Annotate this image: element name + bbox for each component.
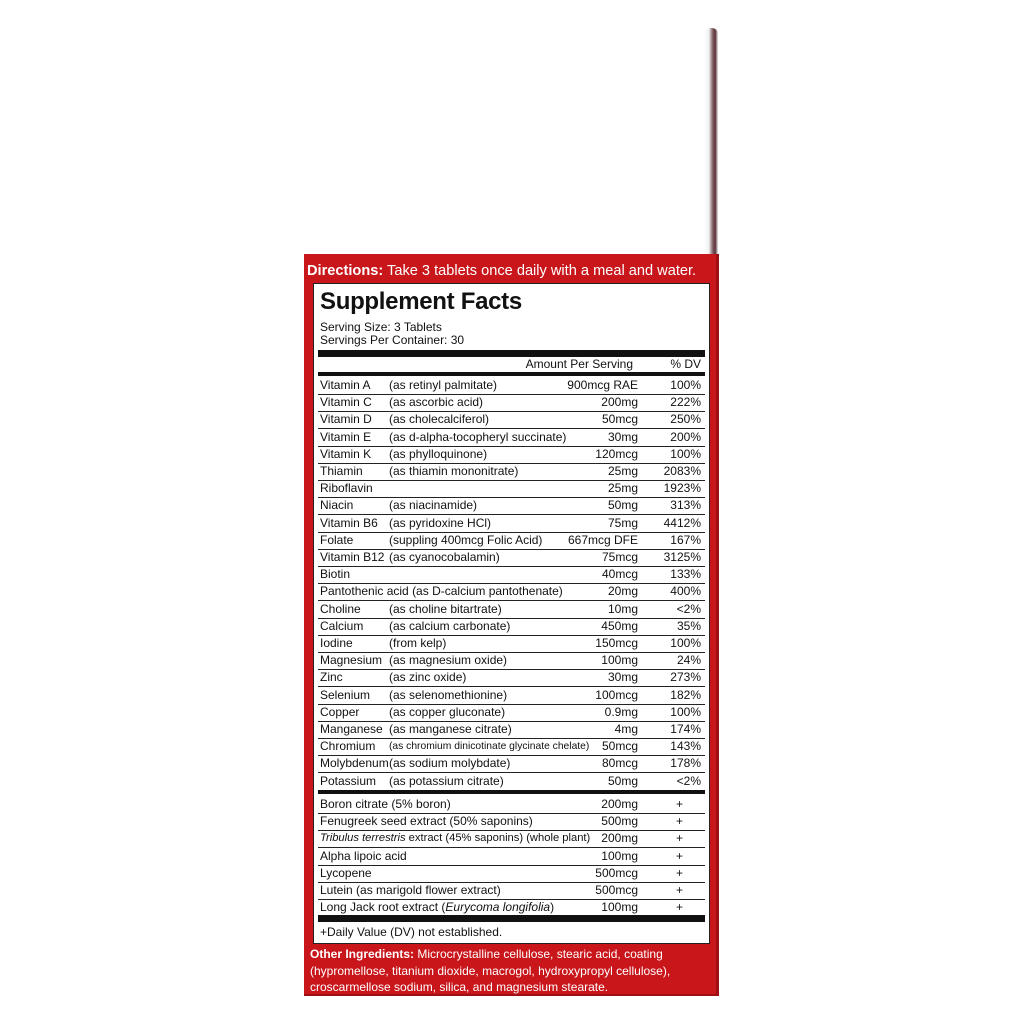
ingredient-amount: 500mg xyxy=(601,814,638,829)
ingredient-name xyxy=(320,830,590,847)
nutrient-name: Vitamin A xyxy=(320,378,371,392)
nutrient-source: (as phylloquinone) xyxy=(389,446,488,461)
nutrient-amount: 10mg xyxy=(607,601,638,616)
other-ingredients-label: Other Ingredients: xyxy=(310,947,415,961)
nutrient-dv: 100% xyxy=(670,446,701,461)
nutrient-source: (as manganese citrate) xyxy=(389,722,512,736)
nutrient-amount: 30mg xyxy=(607,429,638,444)
supplement-facts-panel xyxy=(313,283,710,944)
nutrient-row xyxy=(318,738,705,756)
other-ingredients-text: Microcrystalline cellulose, stearic acid, coating (hypromellose, titanium dioxide, macrogol, hydroxypropyl cellulose), croscarmellose sodium, silica, and magnesium stearate. xyxy=(310,947,671,994)
section-divider xyxy=(318,790,705,794)
nutrient-source: (as sodium molybdate) xyxy=(389,756,511,771)
nutrient-dv: 24% xyxy=(676,653,701,668)
nutrient-dv: 4412% xyxy=(663,515,701,530)
nutrient-name: Selenium xyxy=(320,687,371,702)
nutrient-dv: 200% xyxy=(670,429,701,444)
ingredient-name-pre: Alpha lipoic acid xyxy=(320,848,407,863)
nutrient-name: Calcium xyxy=(320,618,364,633)
ingredient-name-pre: Lycopene xyxy=(320,865,372,880)
nutrient-row xyxy=(318,394,705,412)
ingredient-name xyxy=(320,865,372,882)
nutrient-row xyxy=(318,377,705,395)
other-ingredient-row xyxy=(318,882,705,900)
nutrient-amount: 40mcg xyxy=(601,567,638,582)
nutrient-row xyxy=(318,755,705,773)
nutrient-row xyxy=(318,652,705,670)
nutrient-row xyxy=(318,463,705,481)
nutrient-amount: 4mg xyxy=(614,722,638,736)
nutrient-amount: 100mcg xyxy=(595,687,638,702)
nutrient-source: (as selenomethionine) xyxy=(389,687,508,702)
ingredient-dv: + xyxy=(675,865,683,880)
nutrient-name: Manganese xyxy=(320,722,383,736)
ingredient-name-post: ) xyxy=(550,900,555,915)
nutrient-source: (as potassium citrate) xyxy=(389,773,504,788)
ingredient-dv: + xyxy=(675,797,683,811)
ingredient-dv: + xyxy=(675,831,683,846)
nutrient-dv: 178% xyxy=(670,756,701,771)
nutrient-dv: 174% xyxy=(670,722,701,736)
nutrient-name: Copper xyxy=(320,704,360,719)
nutrient-name: Biotin xyxy=(320,567,351,582)
nutrient-row xyxy=(318,515,705,533)
nutrient-name: Vitamin D xyxy=(320,412,372,427)
nutrient-amount: 30mg xyxy=(607,670,638,685)
nutrient-dv: 167% xyxy=(670,532,701,547)
ingredient-name xyxy=(320,796,451,813)
nutrient-dv: 1923% xyxy=(663,481,701,496)
ingredient-name-pre: Fenugreek seed extract (50% saponins) xyxy=(320,814,533,829)
nutrient-row xyxy=(318,446,705,464)
nutrient-amount: 450mg xyxy=(601,618,638,633)
nutrient-dv: 143% xyxy=(670,739,701,754)
directions-body: Take 3 tablets once daily with a meal and water. xyxy=(383,263,697,279)
nutrient-source: (from kelp) xyxy=(389,636,447,650)
nutrient-dv: 182% xyxy=(670,687,701,702)
ingredient-dv: + xyxy=(675,848,683,863)
nutrient-source: (as cyanocobalamin) xyxy=(389,550,500,564)
ingredient-name xyxy=(320,848,407,865)
nutrient-source: (suppling 400mcg Folic Acid) xyxy=(389,532,543,547)
nutrient-row xyxy=(318,429,705,447)
nutrient-name: Folate xyxy=(320,532,354,547)
box-top-flap xyxy=(704,28,718,256)
ingredient-dv: + xyxy=(675,883,683,897)
nutrient-source: (as thiamin mononitrate) xyxy=(389,464,519,478)
nutrient-amount: 50mg xyxy=(607,498,638,513)
supplement-facts-title: Supplement Facts xyxy=(320,288,522,315)
nutrient-name: Zinc xyxy=(320,670,343,685)
nutrient-amount: 50mcg xyxy=(601,412,638,427)
nutrient-row xyxy=(318,583,705,601)
nutrient-row xyxy=(318,480,705,498)
nutrient-amount: 667mcg DFE xyxy=(567,532,638,547)
nutrient-dv: 273% xyxy=(670,670,701,685)
nutrient-source: (as pyridoxine HCl) xyxy=(389,515,492,530)
nutrient-source: (as retinyl palmitate) xyxy=(389,378,498,392)
nutrient-dv: 222% xyxy=(670,395,701,410)
nutrient-amount: 150mcg xyxy=(595,636,638,650)
ingredient-name-latin: Tribulus terrestris xyxy=(320,832,406,845)
nutrient-source: (as zinc oxide) xyxy=(389,670,467,685)
nutrient-source: (as chromium dinicotinate glycinate chelate) xyxy=(389,741,590,753)
nutrient-name: Choline xyxy=(320,601,361,616)
nutrient-name: Molybdenum xyxy=(320,756,389,771)
nutrient-dv: 100% xyxy=(670,378,701,392)
ingredient-amount: 500mcg xyxy=(595,865,638,880)
ingredient-dv: + xyxy=(675,814,683,829)
nutrient-name: Vitamin E xyxy=(320,429,372,444)
nutrient-row xyxy=(318,704,705,722)
nutrient-dv: 313% xyxy=(670,498,701,513)
ingredient-amount: 100mg xyxy=(601,900,638,915)
nutrient-amount: 200mg xyxy=(601,395,638,410)
nutrient-name: Vitamin C xyxy=(320,395,372,410)
nutrient-amount: 50mcg xyxy=(601,739,638,754)
other-ingredient-row xyxy=(318,830,705,848)
other-ingredient-row xyxy=(318,848,705,866)
directions-label: Directions: xyxy=(307,263,384,279)
directions-text xyxy=(307,262,717,280)
nutrient-dv: 100% xyxy=(670,636,701,650)
daily-value-header: % DV xyxy=(670,357,701,371)
other-ingredient-row xyxy=(318,796,705,814)
nutrient-row xyxy=(318,635,705,653)
nutrient-name: Thiamin xyxy=(320,464,363,478)
other-ingredient-row xyxy=(318,865,705,883)
ingredient-name-pre: Lutein (as marigold flower extract) xyxy=(320,883,501,897)
nutrient-source: (as copper gluconate) xyxy=(389,704,506,719)
nutrient-name: Potassium xyxy=(320,773,377,788)
nutrient-name: Vitamin K xyxy=(320,446,372,461)
ingredient-name-post: extract (45% saponins) (whole plant) xyxy=(405,832,591,845)
nutrient-dv: <2% xyxy=(676,773,701,788)
nutrient-row xyxy=(318,532,705,550)
nutrient-source: (as magnesium oxide) xyxy=(389,653,508,668)
ingredient-amount: 500mcg xyxy=(595,883,638,897)
nutrient-name: Riboflavin xyxy=(320,481,373,496)
nutrient-dv: 400% xyxy=(670,584,701,599)
nutrient-source: (as choline bitartrate) xyxy=(389,601,502,616)
nutrient-dv: 133% xyxy=(670,567,701,582)
nutrient-amount: 900mcg RAE xyxy=(567,378,638,392)
ingredient-amount: 200mg xyxy=(601,831,638,846)
nutrient-row xyxy=(318,601,705,619)
nutrient-dv: 3125% xyxy=(663,550,701,564)
nutrient-source: (as calcium carbonate) xyxy=(389,618,511,633)
nutrient-amount: 0.9mg xyxy=(604,704,638,719)
dv-footnote: +Daily Value (DV) not established. xyxy=(320,925,503,939)
nutrient-row xyxy=(318,669,705,687)
nutrient-name: Magnesium xyxy=(320,653,383,668)
footer-divider xyxy=(318,915,705,922)
ingredient-name xyxy=(320,882,501,899)
nutrient-source: (as niacinamide) xyxy=(389,498,478,513)
table-top-divider xyxy=(318,372,705,376)
nutrient-source: (as d-alpha-tocopheryl succinate) xyxy=(389,429,567,444)
servings-per-container: Servings Per Container: 30 xyxy=(320,333,465,347)
nutrient-row xyxy=(318,773,705,791)
nutrient-amount: 50mg xyxy=(607,773,638,788)
nutrient-row xyxy=(318,549,705,567)
nutrient-amount: 20mg xyxy=(607,584,638,599)
ingredient-name xyxy=(320,813,533,830)
nutrient-name: Niacin xyxy=(320,498,354,513)
nutrient-dv: 100% xyxy=(670,704,701,719)
nutrient-source: (as cholecalciferol) xyxy=(389,412,490,427)
ingredient-name xyxy=(320,899,554,916)
nutrient-amount: 25mg xyxy=(607,481,638,496)
other-ingredient-row xyxy=(318,813,705,831)
nutrient-row xyxy=(318,721,705,739)
other-ingredients xyxy=(310,946,715,996)
header-divider xyxy=(318,350,705,357)
nutrient-row xyxy=(318,566,705,584)
ingredient-name-pre: Boron citrate (5% boron) xyxy=(320,797,451,811)
nutrient-dv: 35% xyxy=(676,618,701,633)
serving-size: Serving Size: 3 Tablets xyxy=(320,320,442,334)
nutrient-amount: 75mg xyxy=(607,515,638,530)
nutrient-row xyxy=(318,411,705,429)
nutrient-amount: 75mcg xyxy=(601,550,638,564)
ingredient-name-pre: Long Jack root extract ( xyxy=(320,900,446,915)
nutrient-amount: 25mg xyxy=(607,464,638,478)
nutrient-name: Iodine xyxy=(320,636,353,650)
nutrient-name: Pantothenic acid (as D-calcium pantothenate) xyxy=(320,584,563,599)
nutrient-row xyxy=(318,618,705,636)
nutrient-dv: <2% xyxy=(676,601,701,616)
nutrient-dv: 250% xyxy=(670,412,701,427)
ingredient-amount: 100mg xyxy=(601,848,638,863)
nutrient-row xyxy=(318,497,705,515)
nutrient-amount: 100mg xyxy=(601,653,638,668)
nutrient-name: Vitamin B6 xyxy=(320,515,378,530)
nutrient-amount: 80mcg xyxy=(601,756,638,771)
ingredient-dv: + xyxy=(675,900,683,915)
nutrient-name: Vitamin B12 xyxy=(320,550,385,564)
ingredient-name-latin: Eurycoma longifolia xyxy=(445,900,551,915)
nutrient-source: (as ascorbic acid) xyxy=(389,395,484,410)
amount-per-serving-header: Amount Per Serving xyxy=(525,357,633,371)
nutrient-dv: 2083% xyxy=(663,464,701,478)
nutrient-amount: 120mcg xyxy=(595,446,638,461)
nutrient-row xyxy=(318,687,705,705)
nutrient-name: Chromium xyxy=(320,739,376,754)
ingredient-amount: 200mg xyxy=(601,797,638,811)
